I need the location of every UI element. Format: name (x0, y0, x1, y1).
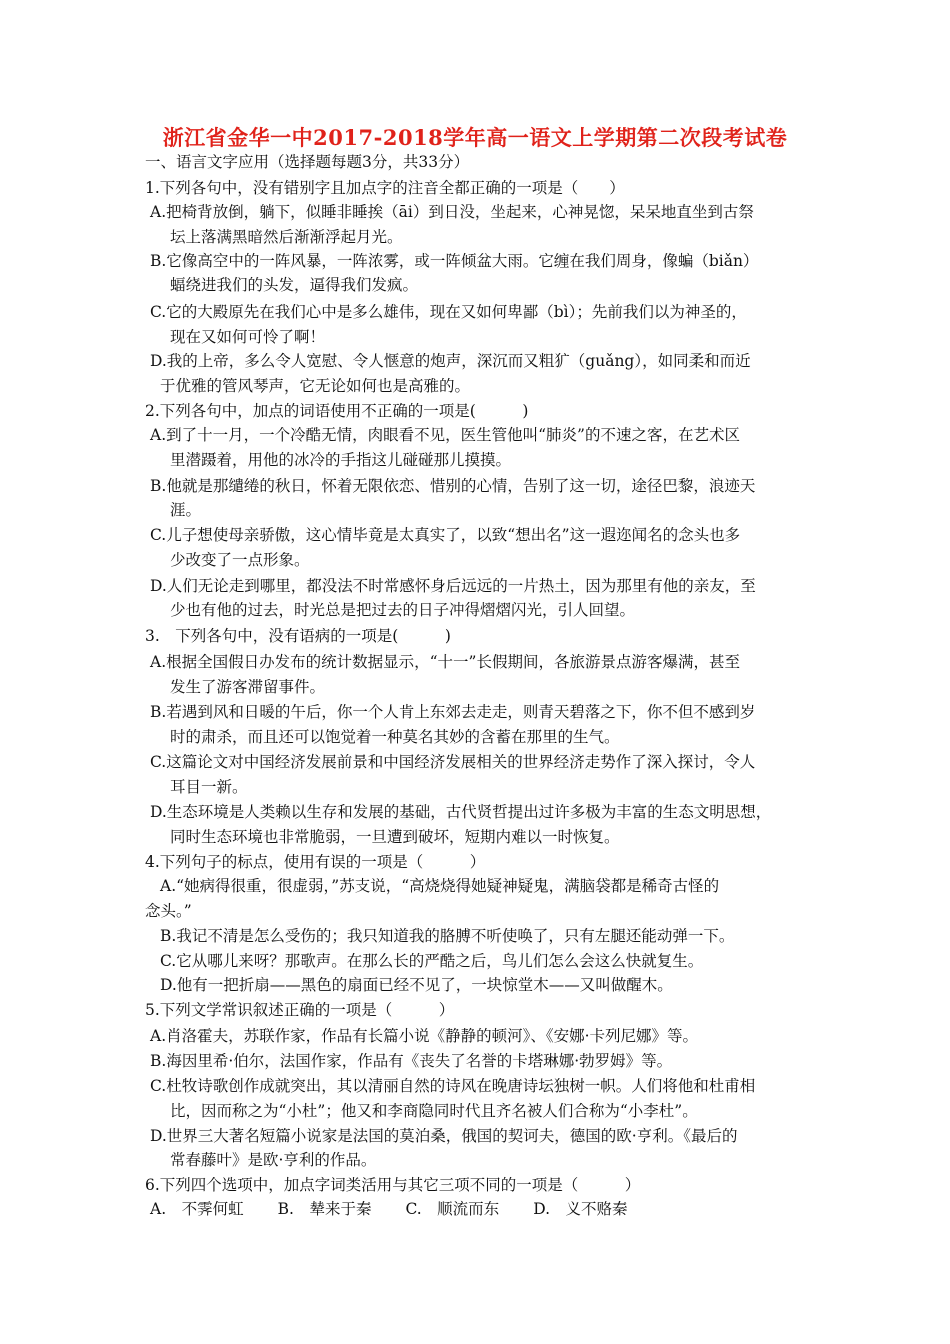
q2-option-b-line2: 涯。 (170, 501, 202, 519)
q5-option-d-line1: D.世界三大著名短篇小说家是法国的莫泊桑，俄国的契诃夫，德国的欧·亨利。《最后的 (150, 1127, 738, 1145)
q4-option-a-line2: 念头。” (145, 902, 192, 920)
q1-option-a-line1: A.把椅背放倒，躺下，似睡非睡挨（āi）到日没，坐起来，心神晃惚，呆呆地直坐到古祭 (150, 203, 754, 221)
q3-option-a-line2: 发生了游客滞留事件。 (170, 678, 326, 696)
q2-option-a-line1: A.到了十一月，一个冷酷无情，肉眼看不见，医生管他叫“肺炎”的不速之客，在艺术区 (150, 426, 740, 444)
q2-option-d-line1: D.人们无论走到哪里，都没法不时常感怀身后远远的一片热土，因为那里有他的亲友，至 (150, 577, 756, 595)
q1-option-b-line1: B.它像高空中的一阵风暴，一阵浓雾，或一阵倾盆大雨。它缠在我们周身，像蝙（biǎn） (150, 252, 759, 270)
q4-stem: 4.下列句子的标点，使用有误的一项是（ ） (145, 853, 486, 871)
q4-option-d: D.他有一把折扇——黑色的扇面已经不见了，一块惊堂木——又叫做醒木。 (160, 976, 673, 994)
q5-option-a: A.肖洛霍夫，苏联作家，作品有长篇小说《静静的顿河》、《安娜·卡列尼娜》等。 (150, 1027, 699, 1045)
q1-option-b-line2: 蝠绕进我们的头发，逼得我们发疯。 (170, 276, 419, 294)
q1-stem: 1.下列各句中，没有错别字且加点字的注音全都正确的一项是（ ） (145, 179, 625, 197)
q3-option-d-line2: 同时生态环境也非常脆弱，一旦遭到破坏，短期内难以一时恢复。 (170, 828, 620, 846)
page-title: 浙江省金华一中2017-2018学年高一语文上学期第二次段考试卷 (162, 125, 788, 150)
q6-option-d: D. 义不赂秦 (533, 1200, 628, 1218)
q3-option-c-line2: 耳目一新。 (170, 778, 248, 796)
q6-stem: 6.下列四个选项中，加点字词类活用与其它三项不同的一项是（ ） (145, 1176, 641, 1194)
q1-option-c-line1: C.它的大殿原先在我们心中是多么雄伟，现在又如何卑鄙（bì）；先前我们以为神圣的， (150, 303, 747, 321)
q3-option-a-line1: A.根据全国假日办发布的统计数据显示，“十一”长假期间，各旅游景点游客爆满，甚至 (150, 653, 740, 671)
q3-option-c-line1: C.这篇论文对中国经济发展前景和中国经济发展相关的世界经济走势作了深入探讨，令人 (150, 753, 756, 771)
q2-option-b-line1: B.他就是那缱绻的秋日，怀着无限依恋、惜别的心情，告别了这一切，途径巴黎，浪迹天 (150, 477, 756, 495)
q2-option-d-line2: 少也有他的过去，时光总是把过去的日子冲得熠熠闪光，引人回望。 (170, 601, 636, 619)
q1-option-d-line2: 于优雅的管风琴声，它无论如何也是高雅的。 (160, 377, 471, 395)
q5-option-c-line2: 比，因而称之为“小杜”；他又和李商隐同时代且齐名被人们合称为“小李杜”。 (170, 1102, 698, 1120)
q2-option-c-line1: C.儿子想使母亲骄傲，这心情毕竟是太真实了，以致“想出名”这一遐迩闻名的念头也多 (150, 526, 741, 544)
q3-option-b-line1: B.若遇到风和日暖的午后，你一个人肯上东郊去走走，则青天碧落之下，你不但不感到岁 (150, 703, 756, 721)
q1-option-d-line1: D.我的上帝，多么令人宽慰、令人惬意的炮声，深沉而又粗犷（guǎng），如同柔和而近 (150, 352, 751, 370)
section-heading: 一、语言文字应用（选择题每题3分，共33分） (145, 153, 470, 171)
q6-option-c: C. 顺流而东 (405, 1200, 500, 1218)
q5-option-b: B.海因里希·伯尔，法国作家，作品有《丧失了名誉的卡塔琳娜·勃罗姆》等。 (150, 1052, 673, 1070)
q4-option-a-line1: A.“她病得很重，很虚弱，”苏支说，“高烧烧得她疑神疑鬼，满脑袋都是稀奇古怪的 (160, 877, 720, 895)
q6-option-b: B. 辇来于秦 (277, 1200, 372, 1218)
q2-stem: 2.下列各句中，加点的词语使用不正确的一项是( ) (145, 402, 529, 420)
q6-option-a: A. 不霁何虹 (150, 1200, 244, 1218)
q1-option-c-line2: 现在又如何可怜了啊！ (170, 328, 326, 346)
q2-option-c-line2: 少改变了一点形象。 (170, 551, 310, 569)
q2-option-a-line2: 里潜蹑着，用他的冰冷的手指这儿碰碰那儿摸摸。 (170, 451, 512, 469)
q5-option-d-line2: 常春藤叶》是欧·亨利的作品。 (170, 1151, 377, 1169)
q3-option-b-line2: 时的肃杀，而且还可以饱觉着一种莫名其妙的含蓄在那里的生气。 (170, 728, 620, 746)
q4-option-c: C.它从哪儿来呀？那歌声。在那么长的严酷之后，鸟儿们怎么会这么快就复生。 (160, 952, 704, 970)
q1-option-a-line2: 坛上落满黑暗然后渐渐浮起月光。 (170, 228, 403, 246)
q5-stem: 5.下列文学常识叙述正确的一项是（ ） (145, 1001, 455, 1019)
q3-option-d-line1: D.生态环境是人类赖以生存和发展的基础，古代贤哲提出过许多极为丰富的生态文明思想， (150, 803, 772, 821)
q4-option-b: B.我记不清是怎么受伤的；我只知道我的胳膊不听使唤了，只有左腿还能动弹一下。 (160, 927, 735, 945)
q3-stem: 3. 下列各句中，没有语病的一项是( ) (145, 627, 451, 645)
q5-option-c-line1: C.杜牧诗歌创作成就突出，其以清丽自然的诗风在晚唐诗坛独树一帜。人们将他和杜甫相 (150, 1077, 756, 1095)
q6-options (150, 1199, 662, 1219)
